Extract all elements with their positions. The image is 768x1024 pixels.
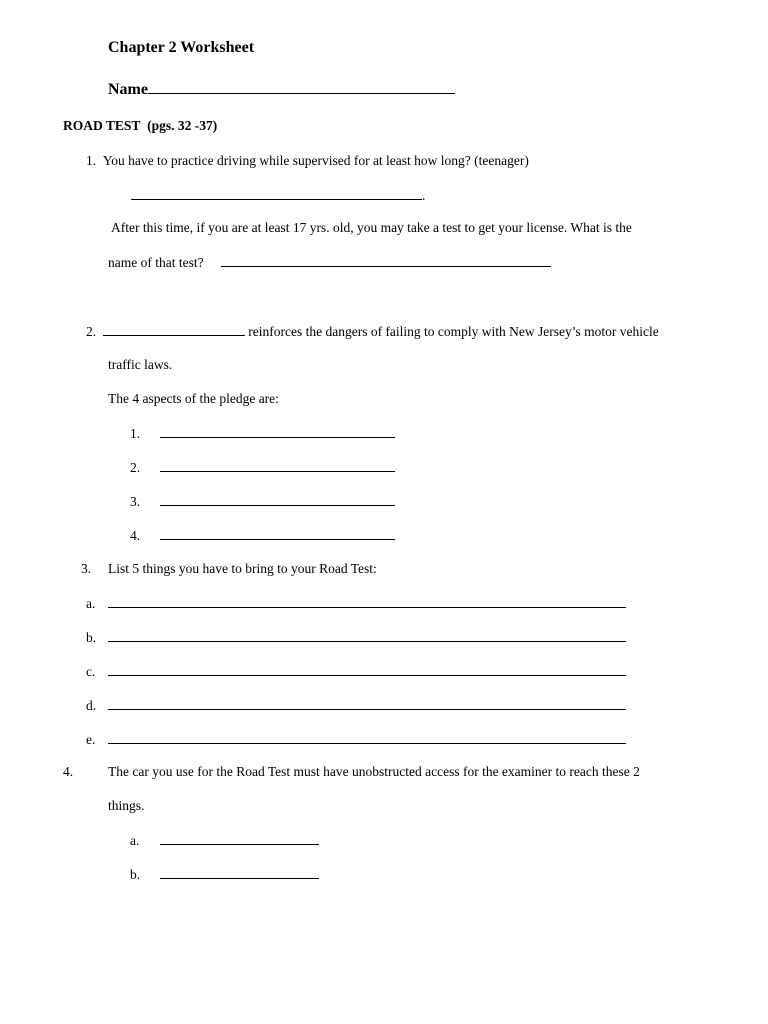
section-title: ROAD TEST (63, 118, 141, 133)
blank-period: . (422, 188, 426, 203)
list-item (130, 527, 395, 544)
answer-blank[interactable] (108, 595, 626, 608)
answer-blank[interactable] (108, 731, 626, 744)
question-4 (63, 764, 640, 780)
list-item (86, 731, 626, 748)
answer-blank[interactable] (160, 425, 395, 438)
answer-blank[interactable] (160, 527, 395, 540)
item-letter: e. (86, 732, 96, 747)
question-1 (86, 153, 529, 169)
question-text: reinforces the dangers of failing to comply with New Jersey’s motor vehicle (248, 324, 659, 339)
q1-followup-row (108, 254, 551, 271)
question-text: The car you use for the Road Test must have unobstructed access for the examiner to reach these 2 (108, 764, 640, 779)
list-item (130, 866, 319, 883)
answer-blank[interactable] (108, 663, 626, 676)
question-number: 2. (86, 324, 97, 339)
question-text: You have to practice driving while supervised for at least how long? (teenager) (102, 153, 529, 168)
list-item (86, 663, 626, 680)
item-number: 1. (130, 426, 141, 441)
worksheet-title: Chapter 2 Worksheet (108, 39, 255, 56)
q4-text-line2: things. (108, 798, 145, 813)
name-row (108, 81, 455, 99)
question-text: List 5 things you have to bring to your Road Test: (108, 561, 377, 576)
item-letter: a. (130, 833, 140, 848)
list-item (130, 832, 319, 849)
q2-text-line2: traffic laws. (108, 357, 173, 372)
list-item (130, 459, 395, 476)
question-number: 4. (63, 764, 74, 779)
question-3 (81, 561, 377, 577)
q1-followup-line1: After this time, if you are at least 17 yrs. old, you may take a test to get your license. What is the (111, 220, 632, 235)
answer-blank[interactable] (103, 323, 245, 336)
name-label: Name (108, 81, 148, 98)
list-item (86, 629, 626, 646)
item-letter: d. (86, 698, 97, 713)
item-letter: b. (86, 630, 97, 645)
section-heading (63, 118, 217, 134)
section-pages: (pgs. 32 -37) (147, 118, 218, 133)
name-blank[interactable] (148, 81, 455, 94)
answer-blank[interactable] (108, 629, 626, 642)
list-item (86, 595, 626, 612)
answer-blank[interactable] (160, 459, 395, 472)
pledge-intro: The 4 aspects of the pledge are: (108, 391, 279, 406)
answer-blank[interactable] (160, 493, 395, 506)
question-2 (86, 323, 659, 340)
item-number: 3. (130, 494, 141, 509)
item-number: 2. (130, 460, 141, 475)
item-letter: c. (86, 664, 96, 679)
list-item (86, 697, 626, 714)
item-letter: b. (130, 867, 141, 882)
answer-blank[interactable] (131, 187, 422, 200)
answer-blank[interactable] (221, 254, 551, 267)
q1-followup-line2: name of that test? (108, 255, 204, 270)
answer-blank[interactable] (160, 832, 319, 845)
q1-answer-row (131, 187, 425, 204)
list-item (130, 493, 395, 510)
question-number: 3. (81, 561, 92, 576)
question-number: 1. (86, 153, 97, 168)
list-item (130, 425, 395, 442)
item-number: 4. (130, 528, 141, 543)
answer-blank[interactable] (160, 866, 319, 879)
item-letter: a. (86, 596, 96, 611)
answer-blank[interactable] (108, 697, 626, 710)
